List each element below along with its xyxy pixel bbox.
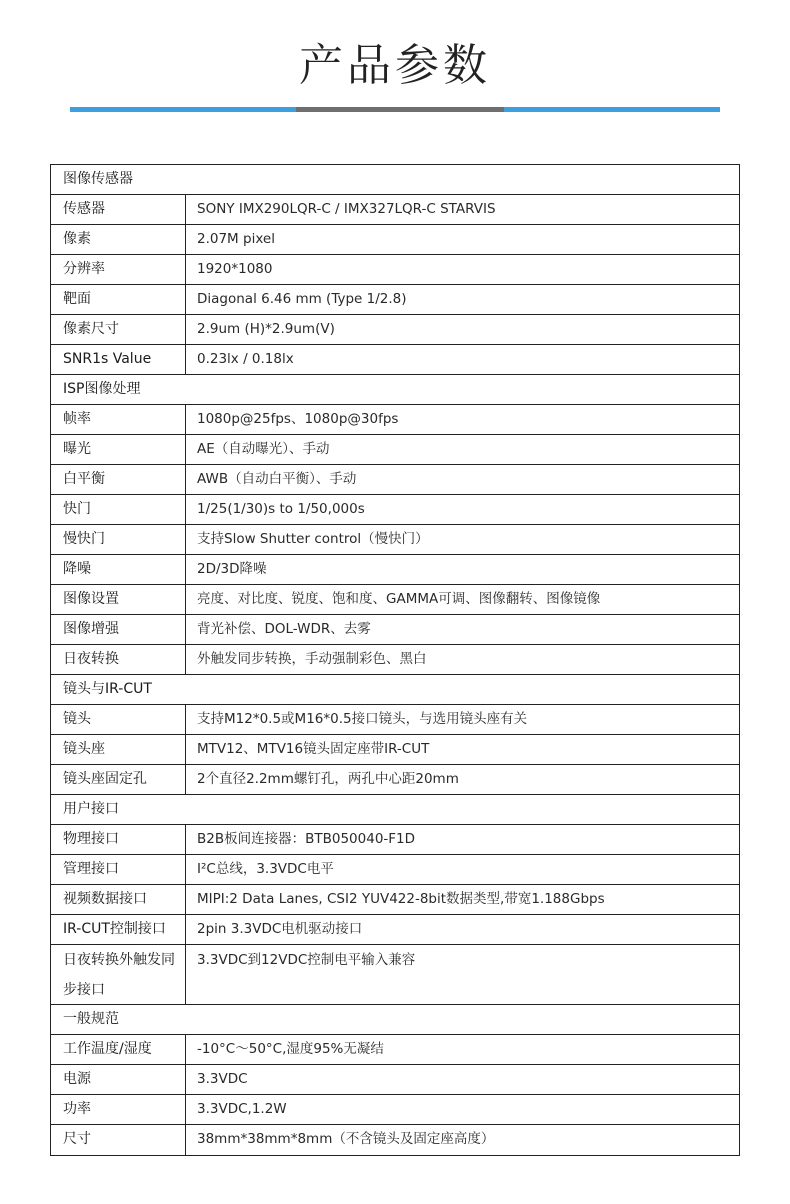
title-underline-left [70, 107, 296, 112]
spec-row [51, 555, 739, 585]
spec-label: 镜头座 [51, 735, 186, 764]
spec-value: 2.07M pixel [197, 231, 275, 247]
spec-value: 1920*1080 [197, 261, 273, 277]
title-underline [70, 107, 720, 112]
spec-row [51, 1065, 739, 1095]
spec-label: 镜头 [51, 705, 186, 734]
spec-label: 日夜转换 [51, 645, 186, 674]
spec-label: 功率 [51, 1095, 186, 1124]
spec-value: I²C总线，3.3VDC电平 [197, 861, 334, 877]
spec-row [51, 735, 739, 765]
section-header-row [51, 165, 739, 195]
spec-row [51, 435, 739, 465]
spec-value: 1080p@25fps、1080p@30fps [197, 411, 399, 427]
spec-row [51, 705, 739, 735]
spec-row [51, 765, 739, 795]
spec-value: 2.9um (H)*2.9um(V) [197, 321, 335, 337]
spec-value: 亮度、对比度、锐度、饱和度、GAMMA可调、图像翻转、图像镜像 [197, 591, 601, 607]
spec-row [51, 825, 739, 855]
spec-value: 1/25(1/30)s to 1/50,000s [197, 501, 365, 517]
spec-value: 支持Slow Shutter control（慢快门） [197, 531, 429, 547]
spec-row [51, 315, 739, 345]
spec-row [51, 915, 739, 945]
spec-label: 工作温度/湿度 [51, 1035, 186, 1064]
section-header-row [51, 375, 739, 405]
page-title: 产品参数 [299, 40, 491, 91]
spec-label: 图像设置 [51, 585, 186, 614]
spec-row [51, 1125, 739, 1155]
spec-row [51, 885, 739, 915]
spec-row [51, 195, 739, 225]
spec-label: 慢快门 [51, 525, 186, 554]
spec-label: 分辨率 [51, 255, 186, 284]
spec-table [50, 164, 740, 1156]
title-underline-middle [296, 107, 504, 112]
spec-row [51, 1095, 739, 1125]
spec-label: 电源 [51, 1065, 186, 1094]
spec-row [51, 525, 739, 555]
spec-row [51, 645, 739, 675]
spec-value: Diagonal 6.46 mm (Type 1/2.8) [197, 291, 407, 307]
spec-value: 3.3VDC [197, 1071, 248, 1087]
spec-row [51, 255, 739, 285]
spec-row [51, 1035, 739, 1065]
spec-value: 2pin 3.3VDC电机驱动接口 [197, 921, 363, 937]
spec-label: IR-CUT控制接口 [51, 915, 186, 944]
spec-value: AE（自动曝光）、手动 [197, 441, 330, 457]
spec-label: 传感器 [51, 195, 186, 224]
spec-label: 曝光 [51, 435, 186, 464]
spec-label: 视频数据接口 [51, 885, 186, 914]
spec-value: B2B板间连接器：BTB050040-F1D [197, 831, 416, 847]
section-title: 一般规范 [63, 1011, 119, 1027]
spec-row [51, 855, 739, 885]
title-underline-right [504, 107, 720, 112]
spec-row [51, 285, 739, 315]
spec-row [51, 405, 739, 435]
spec-label: 尺寸 [51, 1125, 186, 1155]
section-header-row [51, 675, 739, 705]
spec-value: AWB（自动白平衡）、手动 [197, 471, 357, 487]
spec-value: 3.3VDC到12VDC控制电平输入兼容 [197, 952, 416, 968]
spec-row [51, 225, 739, 255]
spec-label: 管理接口 [51, 855, 186, 884]
spec-label: 靶面 [51, 285, 186, 314]
section-title: 用户接口 [63, 801, 119, 817]
spec-row [51, 945, 739, 1005]
spec-value: 0.23lx / 0.18lx [197, 351, 294, 367]
spec-value: 2D/3D降噪 [197, 561, 267, 577]
spec-row [51, 615, 739, 645]
spec-row [51, 495, 739, 525]
spec-label: 图像增强 [51, 615, 186, 644]
spec-value: SONY IMX290LQR-C / IMX327LQR-C STARVIS [197, 201, 496, 217]
spec-label: 镜头座固定孔 [51, 765, 186, 794]
spec-label: 帧率 [51, 405, 186, 434]
spec-value: 38mm*38mm*8mm（不含镜头及固定座高度） [197, 1131, 495, 1147]
spec-value: 外触发同步转换，手动强制彩色、黑白 [197, 651, 427, 667]
spec-value: -10°C～50°C,湿度95%无凝结 [197, 1041, 384, 1057]
spec-row [51, 465, 739, 495]
section-header-row [51, 795, 739, 825]
spec-row [51, 585, 739, 615]
section-title: ISP图像处理 [63, 381, 141, 397]
spec-label: 降噪 [51, 555, 186, 584]
spec-label: SNR1s Value [51, 345, 186, 374]
spec-label: 白平衡 [51, 465, 186, 494]
spec-value: 2个直径2.2mm螺钉孔，两孔中心距20mm [197, 771, 459, 787]
spec-label: 像素尺寸 [51, 315, 186, 344]
spec-label: 日夜转换外触发同步接口 [51, 945, 186, 1004]
spec-value: 支持M12*0.5或M16*0.5接口镜头，与选用镜头座有关 [197, 711, 528, 727]
section-header-row [51, 1005, 739, 1035]
spec-value: MIPI:2 Data Lanes, CSI2 YUV422-8bit数据类型,带宽1.188Gbps [197, 891, 605, 907]
spec-row [51, 345, 739, 375]
spec-label: 快门 [51, 495, 186, 524]
spec-value: MTV12、MTV16镜头固定座带IR-CUT [197, 741, 430, 757]
spec-value: 3.3VDC,1.2W [197, 1101, 287, 1117]
section-title: 图像传感器 [63, 171, 133, 187]
spec-value: 背光补偿、DOL-WDR、去雾 [197, 621, 371, 637]
section-title: 镜头与IR-CUT [63, 681, 152, 697]
spec-label: 物理接口 [51, 825, 186, 854]
spec-label: 像素 [51, 225, 186, 254]
